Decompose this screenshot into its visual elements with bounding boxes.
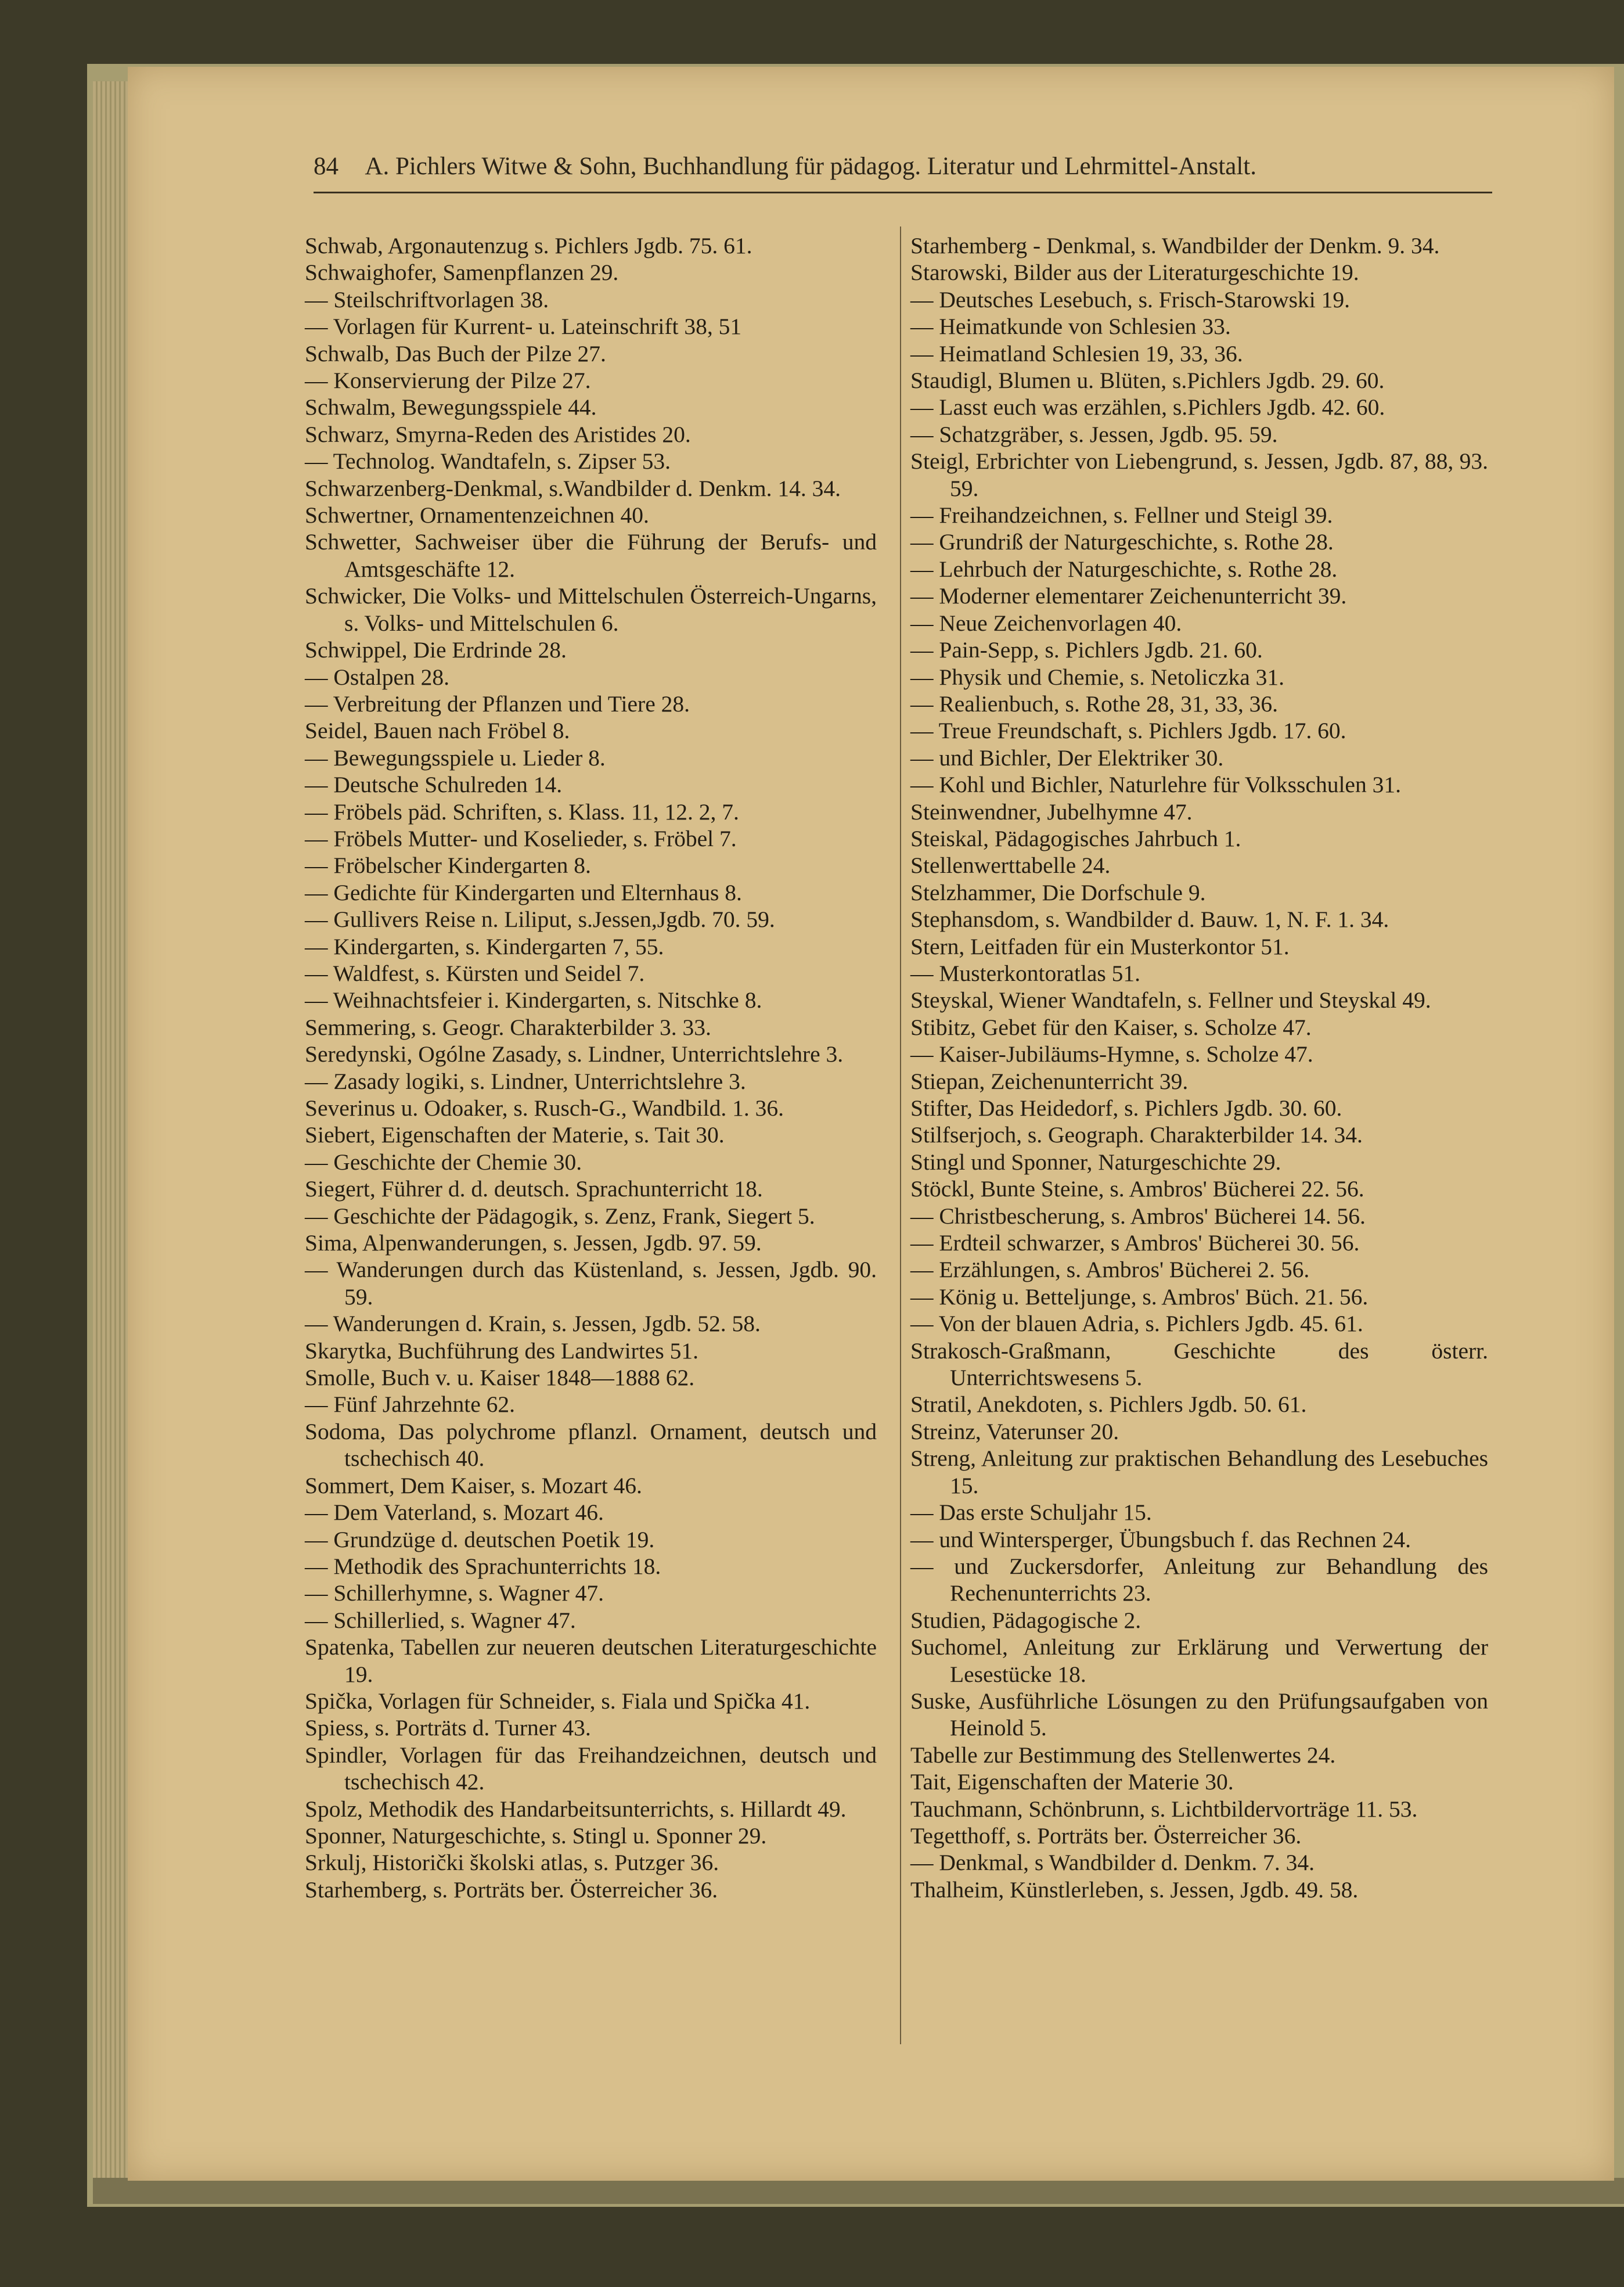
- index-entry: — Vorlagen für Kurrent- u. Lateinschrift 38, 51: [305, 314, 742, 340]
- index-entry: Seidel, Bauen nach Fröbel 8.: [305, 718, 570, 744]
- index-entry: — Technolog. Wandtafeln, s. Zipser 53.: [305, 448, 671, 474]
- index-entry: — Fröbelscher Kindergarten 8.: [305, 853, 591, 879]
- index-entry: — Fünf Jahrzehnte 62.: [305, 1391, 515, 1418]
- index-entry: Schwicker, Die Volks- und Mittelschulen Österreich-Ungarns, s. Volks- und Mittelschulen 6.: [305, 583, 877, 636]
- index-entry: — Wanderungen durch das Küstenland, s. Jessen, Jgdb. 90. 59.: [305, 1257, 877, 1310]
- index-entry: Starhemberg - Denkmal, s. Wandbilder der Denkm. 9. 34.: [910, 233, 1440, 258]
- index-entry: Steiskal, Pädagogisches Jahrbuch 1.: [910, 825, 1241, 851]
- index-entry: Severinus u. Odoaker, s. Rusch-G., Wandbild. 1. 36.: [305, 1095, 784, 1121]
- index-entry: — Geschichte der Chemie 30.: [305, 1149, 582, 1175]
- index-entry: — Fröbels päd. Schriften, s. Klass. 11, 12. 2, 7.: [305, 799, 739, 825]
- index-entry: — Realienbuch, s. Rothe 28, 31, 33, 36.: [910, 691, 1279, 717]
- index-entry: — Kohl und Bichler, Naturlehre für Volksschulen 31.: [910, 772, 1401, 798]
- index-entry: — Denkmal, s Wandbilder d. Denkm. 7. 34.: [910, 1850, 1315, 1876]
- header-title: A. Pichlers Witwe & Sohn, Buchhandlung für pädagog. Literatur und Lehrmittel-Anstalt.: [365, 153, 1257, 180]
- index-entry: Tegetthoff, s. Porträts ber. Österreicher 36.: [910, 1822, 1302, 1849]
- left-column: [305, 232, 877, 1903]
- book-bottom-edge: [93, 2178, 1624, 2204]
- index-entry: Stephansdom, s. Wandbilder d. Bauw. 1, N. F. 1. 34.: [910, 907, 1389, 933]
- index-entry: Starowski, Bilder aus der Literaturgeschichte 19.: [910, 260, 1359, 286]
- index-entry: Schwarz, Smyrna-Reden des Aristides 20.: [305, 421, 691, 447]
- index-entry: — Moderner elementarer Zeichenunterricht 39.: [910, 583, 1347, 609]
- index-entry: Skarytka, Buchführung des Landwirtes 51.: [305, 1337, 698, 1364]
- index-entry: Stöckl, Bunte Steine, s. Ambros' Bücherei 22. 56.: [910, 1176, 1364, 1202]
- running-header: [314, 152, 1486, 181]
- index-entry: — Grundriß der Naturgeschichte, s. Rothe 28.: [910, 529, 1334, 555]
- index-entry: — Gedichte für Kindergarten und Elternhaus 8.: [305, 879, 742, 905]
- index-entry: — Waldfest, s. Kürsten und Seidel 7.: [305, 960, 645, 986]
- index-entry: Studien, Pädagogische 2.: [910, 1607, 1142, 1633]
- index-entry: — Heimatkunde von Schlesien 33.: [910, 314, 1231, 340]
- index-entry: — und Wintersperger, Übungsbuch f. das Rechnen 24.: [910, 1526, 1411, 1552]
- index-entry: Sommert, Dem Kaiser, s. Mozart 46.: [305, 1472, 642, 1498]
- index-entry: — Deutsche Schulreden 14.: [305, 772, 563, 798]
- index-entry: Schwertner, Ornamentenzeichnen 40.: [305, 502, 649, 528]
- index-entry: — Zasady logiki, s. Lindner, Unterrichtslehre 3.: [305, 1068, 746, 1094]
- index-entry: Schwab, Argonautenzug s. Pichlers Jgdb. 75. 61.: [305, 233, 752, 258]
- index-entry: Semmering, s. Geogr. Charakterbilder 3. 33.: [305, 1014, 711, 1040]
- index-entry: — Methodik des Sprachunterrichts 18.: [305, 1553, 661, 1579]
- index-entry: — Treue Freundschaft, s. Pichlers Jgdb. 17. 60.: [910, 718, 1346, 744]
- index-entry: — Wanderungen d. Krain, s. Jessen, Jgdb. 52. 58.: [305, 1311, 761, 1337]
- index-entry: Steyskal, Wiener Wandtafeln, s. Fellner und Steyskal 49.: [910, 987, 1431, 1013]
- index-entry: — Ostalpen 28.: [305, 664, 450, 690]
- index-entry: — Kaiser-Jubiläums-Hymne, s. Scholze 47.: [910, 1041, 1313, 1067]
- index-entry: — Von der blauen Adria, s. Pichlers Jgdb. 45. 61.: [910, 1311, 1363, 1337]
- index-entry: Stilfserjoch, s. Geograph. Charakterbilder 14. 34.: [910, 1122, 1363, 1148]
- index-entry: Tait, Eigenschaften der Materie 30.: [910, 1769, 1234, 1795]
- index-entry: — Deutsches Lesebuch, s. Frisch-Starowski 19.: [910, 286, 1350, 312]
- page-number: 84: [314, 153, 339, 180]
- index-entry: Stelzhammer, Die Dorfschule 9.: [910, 879, 1206, 905]
- index-entry: Suske, Ausführliche Lösungen zu den Prüfungsaufgaben von Heinold 5.: [910, 1688, 1488, 1741]
- index-entry: — Schatzgräber, s. Jessen, Jgdb. 95. 59.: [910, 421, 1278, 447]
- header-rule: [314, 192, 1492, 193]
- index-entry: Schwarzenberg-Denkmal, s.Wandbilder d. Denkm. 14. 34.: [305, 475, 841, 501]
- index-entry: — Fröbels Mutter- und Koselieder, s. Fröbel 7.: [305, 825, 737, 851]
- index-entry: Schwalm, Bewegungsspiele 44.: [305, 394, 597, 420]
- index-entry: — Pain-Sepp, s. Pichlers Jgdb. 21. 60.: [910, 637, 1263, 663]
- index-entry: — Lasst euch was erzählen, s.Pichlers Jgdb. 42. 60.: [910, 394, 1385, 420]
- index-entry: Streng, Anleitung zur praktischen Behandlung des Lesebuches 15.: [910, 1445, 1488, 1498]
- index-entry: Srkulj, Historički školski atlas, s. Putzger 36.: [305, 1850, 719, 1876]
- index-entry: — Verbreitung der Pflanzen und Tiere 28.: [305, 691, 690, 717]
- index-entry: Siebert, Eigenschaften der Materie, s. Tait 30.: [305, 1122, 725, 1148]
- index-entry: Spolz, Methodik des Handarbeitsunterrichts, s. Hillardt 49.: [305, 1796, 847, 1822]
- index-entry: — Erdteil schwarzer, s Ambros' Bücherei 30. 56.: [910, 1230, 1360, 1256]
- index-entry: Stingl und Sponner, Naturgeschichte 29.: [910, 1149, 1281, 1175]
- index-entry: Spindler, Vorlagen für das Freihandzeichnen, deutsch und tschechisch 42.: [305, 1742, 877, 1795]
- index-entry: — Konservierung der Pilze 27.: [305, 368, 591, 394]
- right-column: [910, 232, 1488, 1903]
- index-entry: — Musterkontoratlas 51.: [910, 960, 1141, 986]
- index-entry: Stifter, Das Heidedorf, s. Pichlers Jgdb. 30. 60.: [910, 1095, 1342, 1121]
- index-entry: Spiess, s. Porträts d. Turner 43.: [305, 1715, 591, 1741]
- index-entry: Schwetter, Sachweiser über die Führung der Berufs- und Amtsgeschäfte 12.: [305, 529, 877, 582]
- index-entry: — Schillerlied, s. Wagner 47.: [305, 1607, 576, 1633]
- index-entry: — Erzählungen, s. Ambros' Bücherei 2. 56.: [910, 1257, 1310, 1283]
- index-entry: Smolle, Buch v. u. Kaiser 1848—1888 62.: [305, 1365, 695, 1391]
- index-entry: Seredynski, Ogólne Zasady, s. Lindner, Unterrichtslehre 3.: [305, 1041, 844, 1067]
- index-entry: — Das erste Schuljahr 15.: [910, 1500, 1152, 1526]
- index-entry: — Neue Zeichenvorlagen 40.: [910, 610, 1182, 636]
- index-entry: — Dem Vaterland, s. Mozart 46.: [305, 1500, 604, 1526]
- index-entry: Stibitz, Gebet für den Kaiser, s. Scholze 47.: [910, 1014, 1312, 1040]
- index-entry: — Schillerhymne, s. Wagner 47.: [305, 1580, 604, 1606]
- index-entry: Steigl, Erbrichter von Liebengrund, s. Jessen, Jgdb. 87, 88, 93. 59.: [910, 448, 1488, 501]
- index-entry: — Steilschriftvorlagen 38.: [305, 286, 549, 312]
- index-entry: Schwalb, Das Buch der Pilze 27.: [305, 340, 606, 366]
- index-entry: Schwippel, Die Erdrinde 28.: [305, 637, 567, 663]
- index-entry: — und Bichler, Der Elektriker 30.: [910, 745, 1224, 771]
- index-entry: Spatenka, Tabellen zur neueren deutschen Literaturgeschichte 19.: [305, 1634, 877, 1687]
- index-entry: — Weihnachtsfeier i. Kindergarten, s. Nitschke 8.: [305, 987, 762, 1013]
- index-entry: Suchomel, Anleitung zur Erklärung und Verwertung der Lesestücke 18.: [910, 1634, 1488, 1687]
- index-entry: Tauchmann, Schönbrunn, s. Lichtbildervorträge 11. 53.: [910, 1796, 1418, 1822]
- index-entry: Sodoma, Das polychrome pflanzl. Ornament, deutsch und tschechisch 40.: [305, 1418, 877, 1472]
- index-entry: — Grundzüge d. deutschen Poetik 19.: [305, 1526, 655, 1552]
- index-entry: — Physik und Chemie, s. Netoliczka 31.: [910, 664, 1284, 690]
- index-entry: Stratil, Anekdoten, s. Pichlers Jgdb. 50. 61.: [910, 1391, 1307, 1418]
- index-entry: Streinz, Vaterunser 20.: [910, 1418, 1119, 1444]
- index-entry: Sima, Alpenwanderungen, s. Jessen, Jgdb. 97. 59.: [305, 1230, 762, 1256]
- index-entry: — Kindergarten, s. Kindergarten 7, 55.: [305, 933, 664, 959]
- index-entry: — Bewegungsspiele u. Lieder 8.: [305, 745, 606, 771]
- index-entry: — Freihandzeichnen, s. Fellner und Steigl 39.: [910, 502, 1333, 528]
- index-entry: Stiepan, Zeichenunterricht 39.: [910, 1068, 1189, 1094]
- index-entry: Stellenwerttabelle 24.: [910, 853, 1111, 879]
- index-entry: Staudigl, Blumen u. Blüten, s.Pichlers Jgdb. 29. 60.: [910, 368, 1385, 394]
- index-entry: — und Zuckersdorfer, Anleitung zur Behandlung des Rechenunterrichts 23.: [910, 1553, 1488, 1606]
- index-entry: Stern, Leitfaden für ein Musterkontor 51.: [910, 933, 1290, 959]
- column-divider: [900, 226, 901, 2044]
- index-entry: Schwaighofer, Samenpflanzen 29.: [305, 260, 619, 286]
- index-entry: Spička, Vorlagen für Schneider, s. Fiala und Spička 41.: [305, 1688, 811, 1714]
- index-entry: — Gullivers Reise n. Liliput, s.Jessen,Jgdb. 70. 59.: [305, 907, 775, 933]
- index-entry: — Christbescherung, s. Ambros' Bücherei 14. 56.: [910, 1203, 1366, 1229]
- index-entry: — König u. Betteljunge, s. Ambros' Büch. 21. 56.: [910, 1283, 1369, 1310]
- index-entry: Sponner, Naturgeschichte, s. Stingl u. Sponner 29.: [305, 1822, 767, 1849]
- index-entry: Starhemberg, s. Porträts ber. Österreicher 36.: [305, 1876, 718, 1903]
- index-entry: — Heimatland Schlesien 19, 33, 36.: [910, 340, 1243, 366]
- index-entry: — Lehrbuch der Naturgeschichte, s. Rothe 28.: [910, 556, 1338, 582]
- index-entry: Thalheim, Künstlerleben, s. Jessen, Jgdb. 49. 58.: [910, 1876, 1359, 1903]
- index-entry: Steinwendner, Jubelhymne 47.: [910, 799, 1193, 825]
- index-entry: Strakosch-Graßmann, Geschichte des österr. Unterrichtswesens 5.: [910, 1337, 1488, 1391]
- index-entry: Tabelle zur Bestimmung des Stellenwertes 24.: [910, 1742, 1336, 1768]
- index-entry: — Geschichte der Pädagogik, s. Zenz, Frank, Siegert 5.: [305, 1203, 815, 1229]
- index-entry: Siegert, Führer d. d. deutsch. Sprachunterricht 18.: [305, 1176, 763, 1202]
